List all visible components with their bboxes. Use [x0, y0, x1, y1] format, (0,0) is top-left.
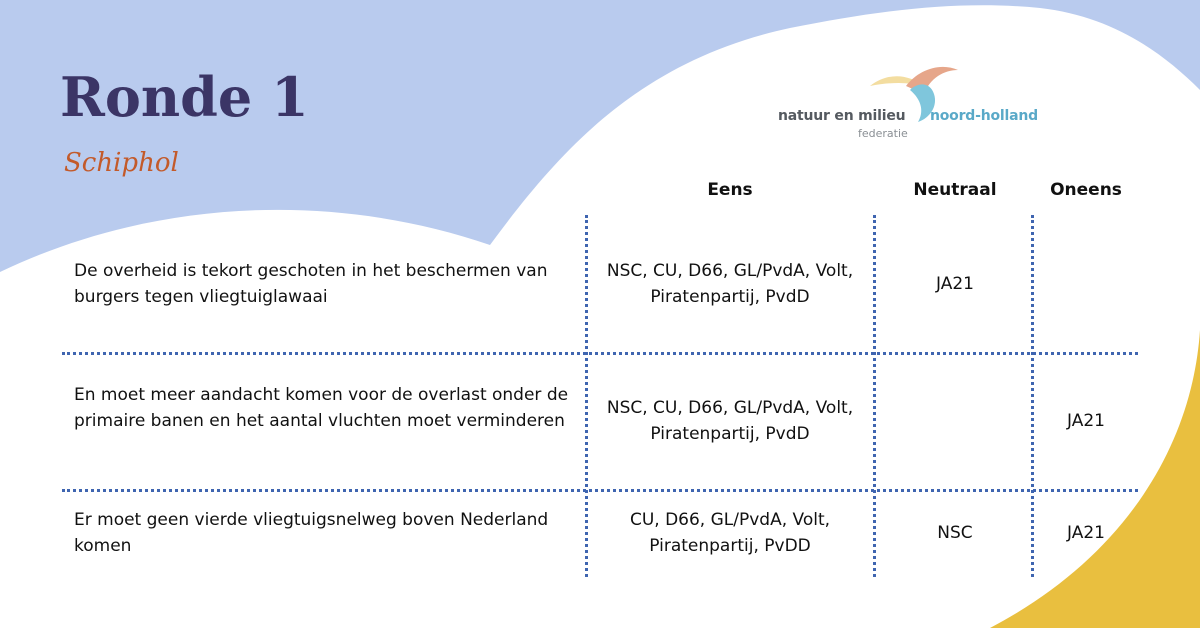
cell-eens: CU, D66, GL/PvdA, Volt, Piratenpartij, PvDD: [629, 510, 831, 556]
statement-text: Er moet geen vierde vliegtuigsnelweg boven Nederland komen: [74, 510, 549, 556]
row-divider-2: [62, 489, 1138, 492]
cell-neutraal: NSC: [937, 523, 973, 543]
statement-text: De overheid is tekort geschoten in het beschermen van burgers tegen vliegtuiglawaai: [74, 261, 548, 307]
logo-text-sub: federatie: [858, 127, 908, 140]
cell-eens: NSC, CU, D66, GL/PvdA, Volt, Piratenpartij, PvdD: [606, 398, 854, 444]
cell-neutraal: JA21: [936, 274, 974, 294]
statement-text: En moet meer aandacht komen voor de overlast onder de primaire banen en het aantal vluchten moet verminderen: [74, 385, 569, 431]
logo-text-region: noord-holland: [930, 108, 1038, 124]
page-title: Ronde 1: [60, 65, 309, 129]
column-header-eens: Eens: [707, 180, 753, 200]
logo-text-main: natuur en milieu: [778, 108, 906, 124]
cell-oneens: JA21: [1067, 411, 1105, 431]
column-header-neutraal: Neutraal: [913, 180, 997, 200]
logo: [778, 64, 1058, 144]
column-header-oneens: Oneens: [1050, 180, 1122, 200]
page-subtitle: Schiphol: [64, 148, 179, 178]
cell-eens: NSC, CU, D66, GL/PvdA, Volt, Piratenpartij, PvdD: [606, 261, 854, 307]
cell-oneens: JA21: [1067, 523, 1105, 543]
row-divider-1: [62, 352, 1138, 355]
